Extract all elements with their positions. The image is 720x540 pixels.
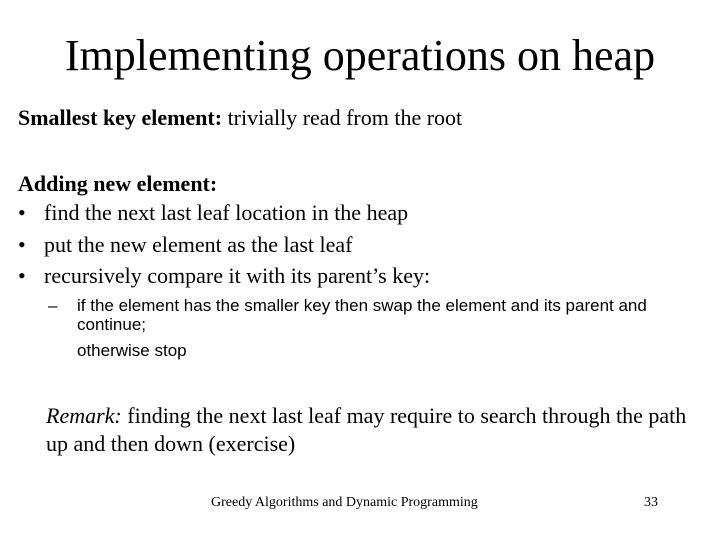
bullet-item bbox=[18, 199, 408, 227]
adding-heading: Adding new element: bbox=[18, 171, 218, 196]
bullet-icon: • bbox=[18, 232, 26, 257]
page-number: 33 bbox=[644, 495, 658, 510]
slide-title: Implementing operations on heap bbox=[64, 31, 656, 80]
sub-bullet-text-otherwise: otherwise stop bbox=[77, 341, 187, 360]
remark-label: Remark: bbox=[46, 403, 122, 428]
remark-paragraph bbox=[46, 402, 706, 458]
bullet-text: find the next last leaf location in the heap bbox=[44, 200, 409, 225]
sub-bullet-item bbox=[48, 296, 688, 360]
bullet-icon: • bbox=[18, 263, 26, 288]
bullet-text: put the new element as the last leaf bbox=[44, 232, 353, 257]
smallest-key-line bbox=[18, 104, 462, 132]
remark-text: finding the next last leaf may require to search through the path up and then down (exercise) bbox=[46, 403, 687, 456]
smallest-key-label: Smallest key element: bbox=[18, 105, 223, 130]
bullet-text: recursively compare it with its parent’s key: bbox=[44, 263, 431, 288]
footer-text: Greedy Algorithms and Dynamic Programming bbox=[211, 495, 478, 510]
smallest-key-text: trivially read from the root bbox=[222, 105, 463, 130]
dash-icon: – bbox=[48, 296, 58, 315]
bullet-icon: • bbox=[18, 200, 26, 225]
sub-bullet-text: if the element has the smaller key then swap the element and its parent and continue; bbox=[77, 296, 647, 334]
bullet-item bbox=[18, 231, 353, 259]
bullet-item bbox=[18, 262, 430, 290]
